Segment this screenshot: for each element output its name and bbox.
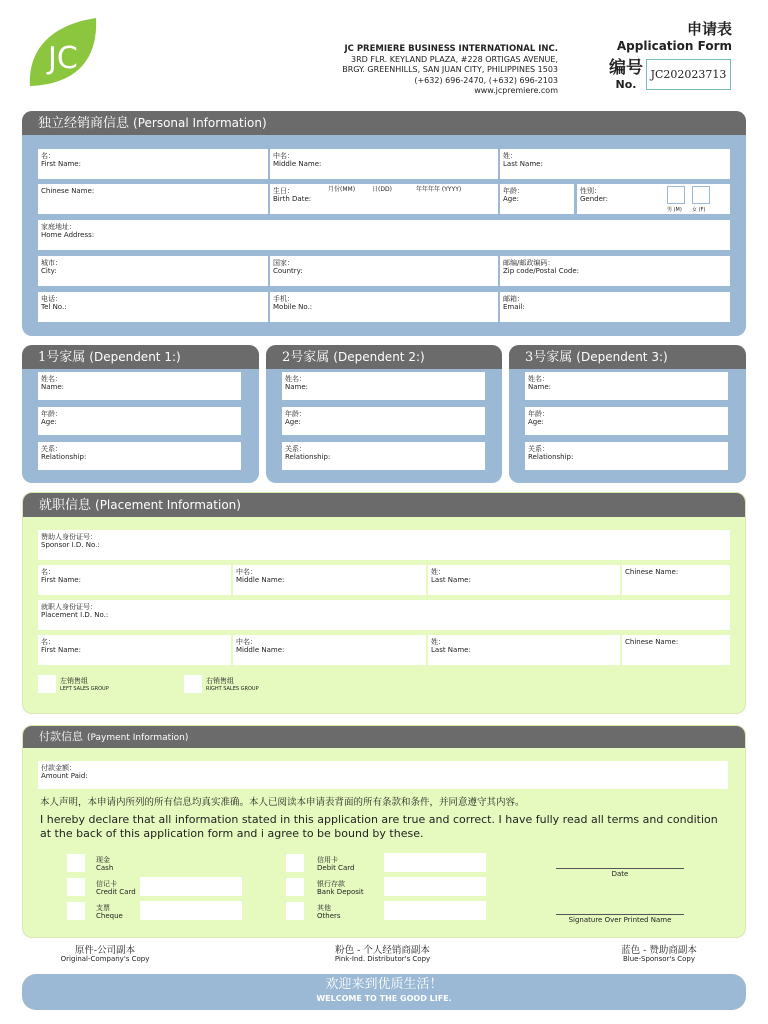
amount-paid-field[interactable]: 付款金额： Amount Paid:	[38, 761, 728, 789]
email-field[interactable]: 邮箱： Email:	[500, 292, 730, 322]
placement-middle-name-field[interactable]: 中名： Middle Name:	[233, 635, 426, 665]
debit-card-checkbox[interactable]	[286, 854, 304, 872]
footer-slogan-en: WELCOME TO THE GOOD LIFE.	[316, 994, 452, 1003]
credit-card-input[interactable]	[140, 877, 242, 896]
signature-line[interactable]	[556, 914, 684, 915]
gender-female-label: 女 (F)	[692, 207, 706, 213]
company-website: www.jcpremiere.com	[474, 86, 558, 95]
zip-code-field[interactable]: 邮编/邮政编码： Zip code/Postal Code:	[500, 256, 730, 286]
sponsor-middle-name-field[interactable]: 中名： Middle Name:	[233, 565, 426, 595]
others-checkbox[interactable]	[286, 902, 304, 920]
last-name-field[interactable]: 姓： Last Name:	[500, 149, 730, 179]
credit-card-checkbox[interactable]	[67, 878, 85, 896]
personal-info-header	[22, 111, 746, 135]
date-label: Date	[611, 870, 629, 878]
cash-checkbox[interactable]	[67, 854, 85, 872]
gender-male-checkbox[interactable]	[667, 186, 685, 204]
dependent-3-age-field[interactable]: 年龄： Age:	[525, 407, 728, 435]
birth-yyyy-label: 年年年年 (YYYY)	[416, 186, 462, 193]
form-title-en: Application Form	[616, 39, 732, 53]
copy-pink: 粉色 - 个人经销商副本 Pink-Ind. Distributor's Copy	[334, 945, 431, 963]
dependent-3-header: 3号家属 (Dependent 3:)	[509, 345, 746, 369]
company-info	[238, 44, 558, 97]
copy-original: 原件-公司副本 Original-Company's Copy	[60, 945, 150, 963]
left-sales-group-checkbox[interactable]	[38, 675, 56, 693]
dependent-2-relationship-field[interactable]: 关系： Relationship:	[282, 442, 485, 470]
cheque-label: 支票 Cheque	[96, 904, 123, 920]
placement-id-field[interactable]: 就职人身份证号： Placement I.D. No.:	[38, 600, 730, 630]
payment-info-header: 付款信息 (Payment Information)	[23, 726, 745, 748]
declaration	[40, 796, 730, 841]
footer-banner	[22, 974, 746, 1010]
date-line[interactable]	[556, 868, 684, 869]
mobile-no-field[interactable]: 手机： Mobile No.:	[270, 292, 498, 322]
declaration-en: I hereby declare that all information stated in this application are true and correct. I have fully read all terms and condition at the back of this application form and i agree to be bound by these.	[40, 813, 718, 840]
bank-deposit-input[interactable]	[384, 877, 486, 896]
dependent-1-age-field[interactable]: 年龄： Age:	[38, 407, 241, 435]
sponsor-first-name-field[interactable]: 名： First Name:	[38, 565, 231, 595]
cheque-input[interactable]	[140, 901, 242, 920]
form-number-label	[606, 58, 646, 91]
country-field[interactable]: 国家： Country:	[270, 256, 498, 286]
home-address-field[interactable]: 家庭地址： Home Address:	[38, 220, 730, 250]
placement-last-name-field[interactable]: 姓： Last Name:	[428, 635, 620, 665]
dependent-1-header: 1号家属 (Dependent 1:)	[22, 345, 259, 369]
sponsor-chinese-name-field[interactable]: Chinese Name:	[622, 565, 730, 595]
middle-name-field[interactable]: 中名： Middle Name:	[270, 149, 498, 179]
gender-female-checkbox[interactable]	[692, 186, 710, 204]
dependent-3-relationship-field[interactable]: 关系： Relationship:	[525, 442, 728, 470]
company-address-2: BRGY. GREENHILLS, SAN JUAN CITY, PHILIPPINES 1503	[342, 65, 558, 74]
form-number-label-en: No.	[615, 78, 637, 91]
dependent-1-relationship-field[interactable]: 关系： Relationship:	[38, 442, 241, 470]
copy-blue: 蓝色 - 赞助商副本 Blue-Sponsor's Copy	[621, 945, 697, 963]
company-address-1: 3RD FLR. KEYLAND PLAZA, #228 ORTIGAS AVENUE,	[351, 54, 558, 64]
form-title	[600, 18, 732, 53]
others-input[interactable]	[384, 901, 486, 920]
dependent-2-name-field[interactable]: 姓名： Name:	[282, 372, 485, 400]
dependent-2-age-field[interactable]: 年龄： Age:	[282, 407, 485, 435]
dependent-3-name-field[interactable]: 姓名： Name:	[525, 372, 728, 400]
form-number: JC202023713	[646, 59, 731, 90]
signature-label: Signature Over Printed Name	[568, 916, 672, 924]
credit-card-label: 信记卡 Credit Card	[96, 880, 136, 896]
sponsor-last-name-field[interactable]: 姓： Last Name:	[428, 565, 620, 595]
right-sales-group-label: 右销售组 RIGHT SALES GROUP	[206, 677, 259, 692]
chinese-name-field[interactable]: Chinese Name:	[38, 184, 268, 214]
personal-title-en: (Personal Information)	[133, 116, 267, 130]
form-title-zh: 申请表	[686, 20, 732, 38]
personal-title-zh: 独立经销商信息	[38, 116, 130, 131]
birth-dd-label: 日(DD)	[372, 186, 392, 193]
dependent-2-header: 2号家属 (Dependent 2:)	[266, 345, 502, 369]
cash-label: 现金 Cash	[96, 856, 114, 872]
debit-card-label: 信用卡 Debit Card	[317, 856, 355, 872]
birth-date-field[interactable]: 生日： Birth Date: 月份(MM) 日(DD) 年年年年 (YYYY)	[270, 184, 498, 214]
company-name: JC PREMIERE BUSINESS INTERNATIONAL INC.	[344, 44, 558, 54]
birth-mm-label: 月份(MM)	[328, 186, 356, 193]
bank-deposit-checkbox[interactable]	[286, 878, 304, 896]
company-phone: (+632) 696-2470, (+632) 696-2103	[414, 75, 558, 85]
tel-no-field[interactable]: 电话： Tel No.:	[38, 292, 268, 322]
footer-slogan-zh: 欢迎来到优质生活！	[325, 977, 443, 992]
sponsor-id-field[interactable]: 赞助人身份证号： Sponsor I.D. No.:	[38, 530, 730, 560]
age-field[interactable]: 年龄： Age:	[500, 184, 574, 214]
placement-first-name-field[interactable]: 名： First Name:	[38, 635, 231, 665]
right-sales-group-checkbox[interactable]	[184, 675, 202, 693]
first-name-field[interactable]: 名： First Name:	[38, 149, 268, 179]
gender-male-label: 男 (M)	[667, 207, 682, 213]
bank-deposit-label: 银行存款 Bank Deposit	[317, 880, 364, 896]
gender-field: 性别： Gender: 男 (M) 女 (F)	[577, 184, 730, 214]
form-number-label-zh: 编号	[609, 58, 643, 78]
placement-info-header: 就职信息 (Placement Information)	[23, 493, 745, 517]
debit-card-input[interactable]	[384, 853, 486, 872]
company-logo-icon	[26, 16, 98, 90]
cheque-checkbox[interactable]	[67, 902, 85, 920]
others-label: 其他 Others	[317, 904, 341, 920]
left-sales-group-label: 左销售组 LEFT SALES GROUP	[60, 677, 109, 692]
city-field[interactable]: 城市： City:	[38, 256, 268, 286]
logo-text: JC	[48, 41, 78, 76]
placement-chinese-name-field[interactable]: Chinese Name:	[622, 635, 730, 665]
declaration-zh: 本人声明，本申请内所列的所有信息均真实准确。本人已阅读本申请表背面的所有条款和条件，并同意遵守其内容。	[40, 797, 525, 808]
dependent-1-name-field[interactable]: 姓名： Name:	[38, 372, 241, 400]
